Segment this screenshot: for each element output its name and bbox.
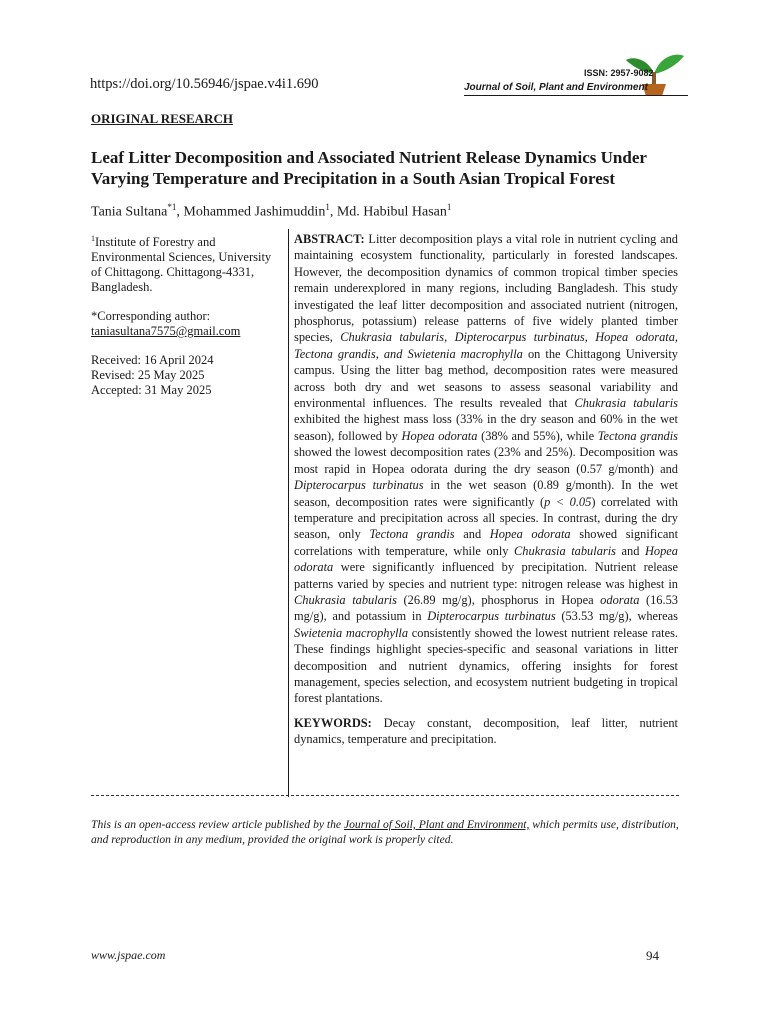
abstract-text-run: and [615, 543, 645, 558]
accepted-date: Accepted: 31 May 2025 [91, 383, 212, 398]
abstract-text-run: consistently showed the lowest nutrient release rates. These findings highlight species-specific and seasonal variations in litter decomposition and nutrient dynamics, offering insights for forest management, species selection, and ecosystem nutrient budgeting in tropical forest plantations. [294, 625, 678, 706]
revised-date: Revised: 25 May 2025 [91, 368, 205, 383]
abstract-text-run: Litter decomposition plays a vital role in nutrient cycling and maintaining ecosystem functionality, particularly in forested landscapes. However, the decomposition dynamics of common tropical timber species remain underexplored in many regions, including Bangladesh. This study investigated the leaf litter decomposition and associated nutrient (nitrogen, phosphorus, potassium) release patterns of five widely planted timber species, [294, 232, 678, 345]
author-name: Tania Sultana [91, 204, 168, 220]
doi-link[interactable]: https://doi.org/10.56946/jspae.v4i1.690 [90, 76, 319, 92]
section-label: ORIGINAL RESEARCH [91, 111, 233, 126]
keywords-paragraph [294, 715, 678, 748]
abstract-text-run: ) correlated with temperature and precipitation across all species. In contrast, during the dry season, only [294, 494, 678, 542]
abstract-italic-term: Chukrasia tabularis [574, 396, 678, 411]
author-affiliation-marker: 1 [446, 202, 452, 212]
open-access-notice: This is an open-access review article published by the Journal of Soil, Plant and Environment, which permits use, distribution, and reproduction in any medium, provided the original work is properly cited. [91, 818, 679, 846]
column-divider [288, 229, 289, 797]
abstract-text-run: (38% and 55%), while [477, 428, 598, 443]
author-name: Mohammed Jashimuddin [183, 204, 326, 220]
abstract-text-run: in the wet season (0.89 g/month). In the wet season, decomposition rates were significantly ( [294, 478, 678, 509]
abstract-text [294, 232, 678, 705]
author-affiliation-marker: 1 [325, 202, 330, 212]
abstract-text-run: on the Chittagong University campus. Using the litter bag method, decomposition rates were measured across both dry and wet seasons to assess seasonal variability and environmental influences. The results revealed that [294, 346, 678, 411]
abstract-italic-term: Hopea odorata [294, 543, 679, 575]
abstract-text-run: showed the lowest decomposition rates (23% and 25%). Decomposition was most rapid in Hopea odorata during the dry season (0.57 g/month) and [294, 445, 678, 476]
abstract-italic-term: Swietenia macrophylla [294, 625, 409, 640]
abstract-block [294, 231, 678, 748]
received-date: Received: 16 April 2024 [91, 353, 214, 368]
author-list: Tania Sultana$^{*1}$, Mohammed Jashimuddin$^1$, Md. Habibul Hasan$^1$ [91, 202, 452, 220]
header-rule [464, 95, 688, 96]
journal-name: Journal of Soil, Plant and Environment [464, 82, 648, 93]
abstract-italic-term: p < 0.05 [544, 494, 592, 509]
abstract-italic-term: Chukrasia tabularis [294, 592, 397, 607]
abstract-italic-term: Dipterocarpus turbinatus [427, 609, 556, 624]
abstract-text-run: (53.53 mg/g), whereas [555, 609, 678, 624]
abstract-italic-term: Chukrasia tabularis, Dipterocarpus turbinatus, Hopea odorata, Tectona grandis, and Swietenia macrophylla [294, 330, 678, 361]
abstract-italic-term: Dipterocarpus turbinatus [294, 478, 424, 493]
corresponding-email-link[interactable]: taniasultana7575@gmail.com [91, 324, 241, 339]
abstract-text-run: and [454, 527, 490, 542]
abstract-italic-term: odorata [600, 592, 640, 607]
dashed-separator [91, 795, 679, 796]
abstract-italic-term: Hopea odorata [401, 428, 478, 443]
journal-link[interactable]: Journal of Soil, Plant and Environment, [343, 818, 530, 831]
abstract-italic-term: Hopea odorata [489, 527, 571, 542]
abstract-italic-term: Tectona grandis [369, 527, 455, 542]
abstract-text-run: (26.89 mg/g), phosphorus in Hopea [396, 592, 601, 607]
keywords-text: Decay constant, decomposition, leaf litter, nutrient dynamics, temperature and precipitation. [294, 715, 678, 747]
paper-title: Leaf Litter Decomposition and Associated Nutrient Release Dynamics Under Varying Temperature and Precipitation in a South Asian Tropical Forest [91, 148, 647, 188]
abstract-text-run: showed significant correlations with temperature, while only [294, 527, 679, 558]
article-info-column [91, 231, 281, 398]
issn-label: ISSN: 2957-9082 [584, 68, 654, 78]
abstract-text-run: exhibited the highest mass loss (33% in the dry season and 60% in the wet season), followed by [294, 412, 678, 443]
abstract-label: ABSTRACT: [294, 232, 365, 246]
corresponding-author-label: *Corresponding author: [91, 309, 211, 324]
affiliation: $^1$Institute of Forestry and Environmental Sciences, University of Chittagong. Chittagong-4331, Bangladesh. [91, 234, 272, 295]
page-number: 94 [646, 948, 659, 963]
abstract-paragraph [294, 231, 678, 707]
author-name: Md. Habibul Hasan [336, 204, 447, 220]
abstract-text-run: (16.53 mg/g), and potassium in [294, 592, 678, 624]
author-affiliation-marker: *1 [167, 202, 177, 212]
abstract-italic-term: Tectona grandis [597, 428, 678, 443]
abstract-italic-term: Chukrasia tabularis [514, 543, 616, 558]
keywords-label: KEYWORDS: [294, 715, 372, 730]
footer-website-link[interactable]: www.jspae.com [91, 948, 166, 962]
abstract-text-run: were significantly influenced by precipitation. Nutrient release patterns varied by species and nutrient type: nitrogen release was highest in [294, 560, 678, 591]
